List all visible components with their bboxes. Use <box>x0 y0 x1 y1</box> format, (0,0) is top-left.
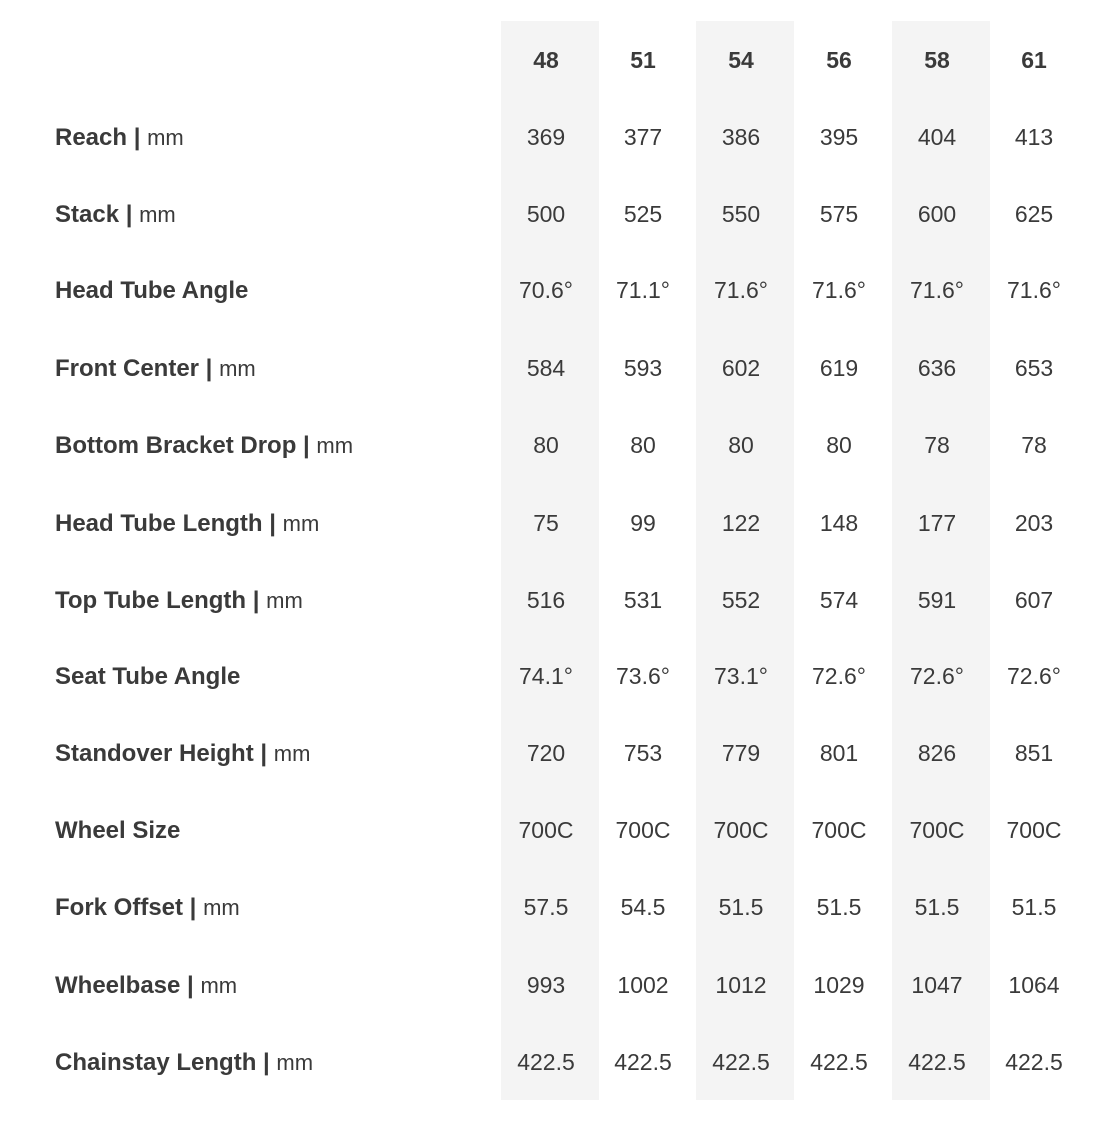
table-cell: 148 <box>819 510 859 536</box>
table-cell: 720 <box>526 740 566 766</box>
table-row <box>0 1024 1108 1101</box>
row-label <box>55 562 303 639</box>
row-unit: mm <box>276 1050 314 1075</box>
table-cell: 80 <box>826 432 852 458</box>
table-cell: 584 <box>526 355 566 381</box>
table-cell: 1002 <box>617 972 669 998</box>
table-cell: 386 <box>721 124 761 150</box>
row-label-text: Head Tube Length <box>55 510 263 537</box>
table-row <box>0 252 1108 329</box>
table-cell: 74.1° <box>519 663 573 689</box>
row-unit: mm <box>282 511 320 536</box>
table-cell: 753 <box>623 740 663 766</box>
table-cell: 422.5 <box>1005 1049 1063 1075</box>
table-cell: 78 <box>924 432 950 458</box>
row-label <box>55 176 176 253</box>
row-unit: mm <box>200 973 238 998</box>
table-cell: 71.1° <box>616 277 670 303</box>
row-label <box>55 252 248 329</box>
table-cell: 99 <box>630 510 656 536</box>
table-row <box>0 176 1108 253</box>
table-cell: 1029 <box>813 972 865 998</box>
unit-separator: | <box>119 201 140 228</box>
table-cell: 607 <box>1014 587 1054 613</box>
table-cell: 700C <box>713 817 769 843</box>
table-cell: 395 <box>819 124 859 150</box>
unit-separator: | <box>183 894 204 921</box>
unit-separator: | <box>256 1049 277 1076</box>
row-label <box>55 715 310 792</box>
row-label-text: Head Tube Angle <box>55 277 249 304</box>
size-header-cell: 58 <box>924 47 950 73</box>
row-label <box>55 330 256 407</box>
table-cell: 203 <box>1014 510 1054 536</box>
table-row <box>0 562 1108 639</box>
row-label <box>55 792 180 869</box>
table-cell: 51.5 <box>718 894 764 920</box>
table-cell: 80 <box>630 432 656 458</box>
table-row <box>0 638 1108 715</box>
size-header-cell: 54 <box>728 47 754 73</box>
table-cell: 525 <box>623 201 663 227</box>
size-header-cell: 56 <box>826 47 852 73</box>
table-cell: 552 <box>721 587 761 613</box>
table-row <box>0 330 1108 407</box>
table-cell: 801 <box>819 740 859 766</box>
table-cell: 625 <box>1014 201 1054 227</box>
row-unit: mm <box>273 741 311 766</box>
table-cell: 73.6° <box>616 663 670 689</box>
table-cell: 700C <box>615 817 671 843</box>
row-label-text: Stack <box>55 201 120 228</box>
table-cell: 422.5 <box>614 1049 672 1075</box>
table-cell: 826 <box>917 740 957 766</box>
table-cell: 1064 <box>1008 972 1060 998</box>
unit-separator: | <box>253 740 274 767</box>
unit-separator: | <box>296 432 317 459</box>
table-cell: 51.5 <box>1011 894 1057 920</box>
row-label <box>55 407 353 484</box>
table-row <box>0 947 1108 1024</box>
row-label <box>55 947 237 1024</box>
row-label <box>55 485 319 562</box>
row-label <box>55 1024 313 1101</box>
table-cell: 593 <box>623 355 663 381</box>
table-row <box>0 485 1108 562</box>
table-cell: 531 <box>623 587 663 613</box>
row-label <box>55 869 240 946</box>
table-cell: 574 <box>819 587 859 613</box>
table-cell: 653 <box>1014 355 1054 381</box>
table-cell: 422.5 <box>810 1049 868 1075</box>
table-cell: 369 <box>526 124 566 150</box>
table-cell: 78 <box>1021 432 1047 458</box>
table-cell: 422.5 <box>517 1049 575 1075</box>
row-unit: mm <box>219 356 256 381</box>
table-cell: 851 <box>1014 740 1054 766</box>
table-cell: 71.6° <box>812 277 866 303</box>
table-cell: 575 <box>819 201 859 227</box>
table-cell: 57.5 <box>523 894 569 920</box>
row-label-text: Fork Offset <box>55 894 184 921</box>
row-unit: mm <box>147 125 184 150</box>
row-label-text: Bottom Bracket Drop <box>55 432 297 459</box>
row-label-text: Reach <box>55 124 128 151</box>
unit-separator: | <box>180 972 201 999</box>
table-cell: 122 <box>721 510 761 536</box>
table-cell: 422.5 <box>908 1049 966 1075</box>
table-cell: 80 <box>728 432 754 458</box>
table-row <box>0 715 1108 792</box>
table-cell: 413 <box>1014 124 1054 150</box>
unit-separator: | <box>199 355 220 382</box>
table-row <box>0 792 1108 869</box>
table-cell: 700C <box>518 817 574 843</box>
row-unit: mm <box>139 202 176 227</box>
table-cell: 619 <box>819 355 859 381</box>
table-row <box>0 99 1108 176</box>
table-cell: 51.5 <box>816 894 862 920</box>
row-label-text: Front Center <box>55 355 199 382</box>
table-cell: 72.6° <box>1007 663 1061 689</box>
size-header-cell: 48 <box>533 47 559 73</box>
table-cell: 72.6° <box>812 663 866 689</box>
table-cell: 70.6° <box>519 277 573 303</box>
table-cell: 700C <box>909 817 965 843</box>
row-label <box>55 638 240 715</box>
table-cell: 500 <box>526 201 566 227</box>
table-cell: 80 <box>533 432 559 458</box>
table-cell: 993 <box>526 972 566 998</box>
table-row <box>0 407 1108 484</box>
table-cell: 404 <box>917 124 957 150</box>
table-cell: 779 <box>721 740 761 766</box>
table-cell: 591 <box>917 587 957 613</box>
table-cell: 377 <box>623 124 663 150</box>
row-unit: mm <box>203 895 240 920</box>
table-cell: 71.6° <box>714 277 768 303</box>
table-cell: 54.5 <box>620 894 666 920</box>
table-cell: 177 <box>917 510 957 536</box>
size-header-cell: 51 <box>630 47 656 73</box>
row-label-text: Top Tube Length <box>55 587 247 614</box>
row-label-text: Chainstay Length <box>55 1049 257 1076</box>
table-cell: 75 <box>533 510 559 536</box>
table-cell: 700C <box>1006 817 1062 843</box>
table-cell: 51.5 <box>914 894 960 920</box>
table-cell: 71.6° <box>910 277 964 303</box>
table-cell: 602 <box>721 355 761 381</box>
row-label-text: Standover Height <box>55 740 254 767</box>
size-header-row <box>0 22 1108 99</box>
table-cell: 72.6° <box>910 663 964 689</box>
unit-separator: | <box>246 587 267 614</box>
table-cell: 516 <box>526 587 566 613</box>
table-cell: 71.6° <box>1007 277 1061 303</box>
table-cell: 422.5 <box>712 1049 770 1075</box>
unit-separator: | <box>127 124 148 151</box>
row-label <box>55 99 184 176</box>
table-cell: 73.1° <box>714 663 768 689</box>
row-label-text: Wheel Size <box>55 817 181 844</box>
size-header-cell: 61 <box>1021 47 1047 73</box>
table-row <box>0 869 1108 946</box>
unit-separator: | <box>262 510 283 537</box>
row-unit: mm <box>266 588 303 613</box>
table-cell: 550 <box>721 201 761 227</box>
row-unit: mm <box>316 433 354 458</box>
table-cell: 1047 <box>911 972 963 998</box>
row-label-text: Wheelbase <box>55 972 181 999</box>
table-cell: 600 <box>917 201 957 227</box>
table-cell: 636 <box>917 355 957 381</box>
table-cell: 1012 <box>715 972 767 998</box>
table-cell: 700C <box>811 817 867 843</box>
row-label-text: Seat Tube Angle <box>55 663 241 690</box>
